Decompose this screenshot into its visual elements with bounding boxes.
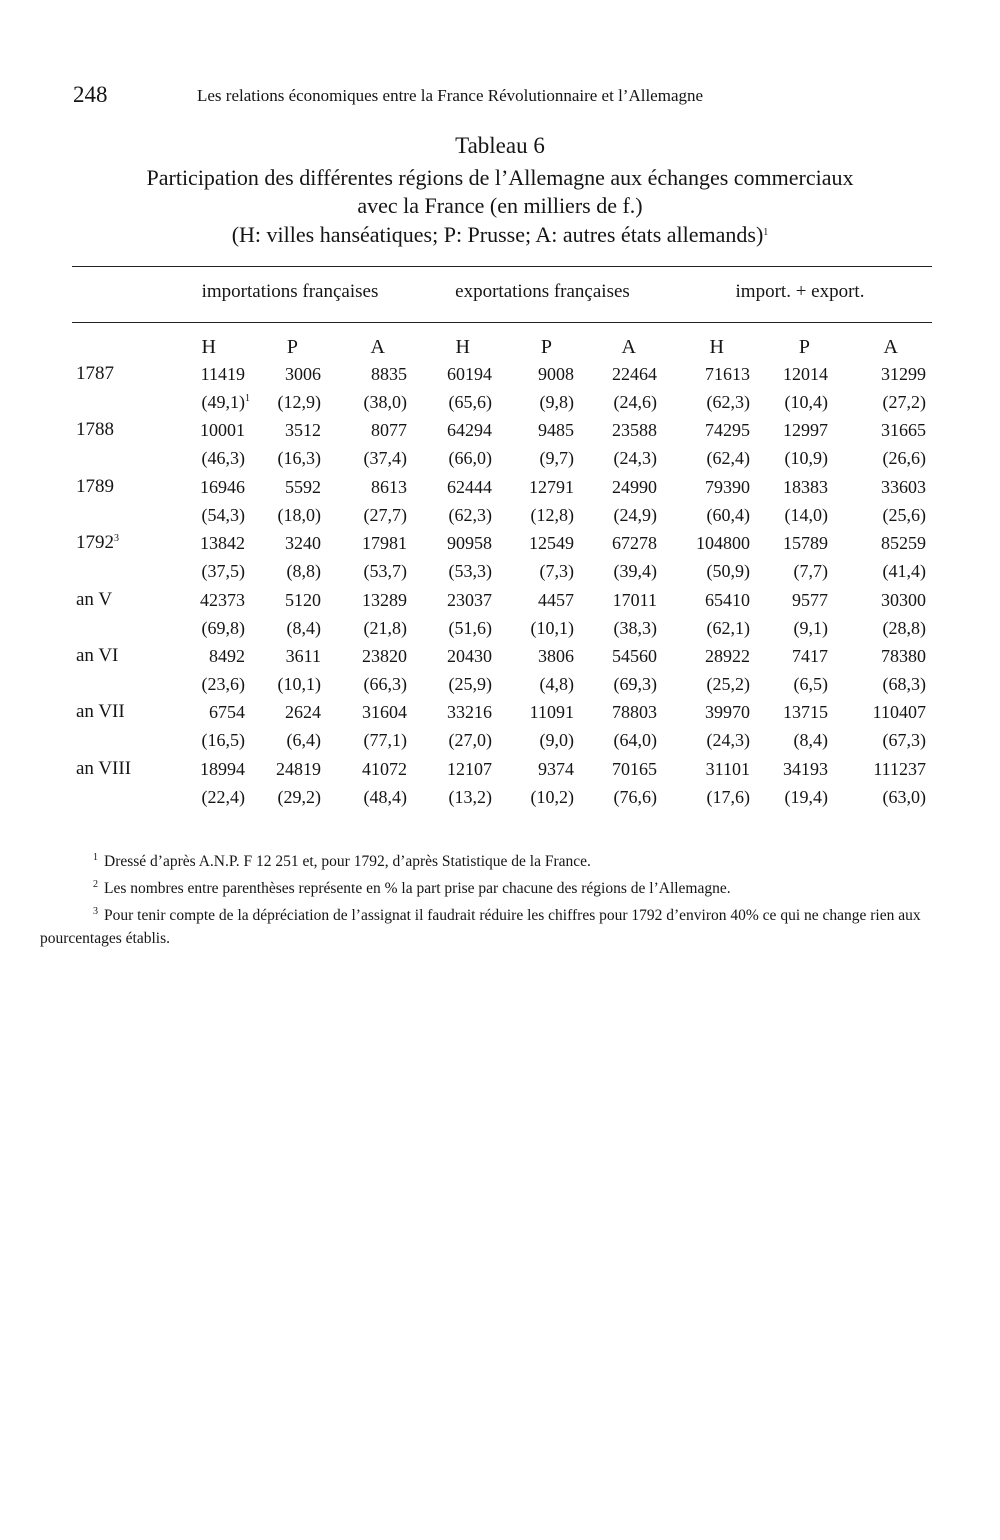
table-cell-percent — [816, 787, 926, 808]
footnote-marker: 2 — [93, 879, 98, 890]
percent-value: (9,8) — [539, 392, 574, 412]
table-cell-value: 3611 — [285, 646, 321, 666]
percent-value: (38,0) — [363, 392, 407, 412]
table-cell-value: 9008 — [538, 364, 574, 384]
column-header-h: H — [709, 336, 724, 358]
footnote-marker: 3 — [93, 906, 98, 917]
table-cell-value: 12014 — [783, 364, 828, 384]
table-caption-line-3 — [0, 222, 1000, 248]
percent-value: (10,4) — [784, 392, 828, 412]
group-header-exports: exportations françaises — [455, 281, 630, 302]
table-cell-value: 24990 — [612, 476, 657, 497]
percent-value: (69,8) — [201, 617, 245, 638]
column-header-h: H — [201, 336, 216, 358]
table-cell-percent — [718, 674, 828, 695]
table-cell-value: 13842 — [200, 533, 245, 554]
percent-value: (53,7) — [363, 561, 407, 582]
percent-value: (12,9) — [277, 392, 321, 412]
percent-value: (25,9) — [448, 674, 492, 694]
table-cell-value: 15789 — [783, 533, 828, 554]
percent-value: (10,1) — [277, 674, 321, 694]
percent-value: (24,3) — [613, 448, 657, 469]
percent-value: (22,4) — [201, 786, 245, 807]
row-year — [76, 645, 118, 667]
percent-value: (13,2) — [448, 786, 492, 807]
footnote-marker: 1 — [93, 852, 98, 863]
table-cell-value: 23820 — [362, 646, 407, 666]
table-cell-value: 7417 — [792, 646, 828, 666]
percent-value: (49,1) — [201, 392, 245, 412]
table-cell-percent — [718, 505, 828, 526]
percent-value: (21,8) — [363, 617, 407, 638]
table-cell-value: 2624 — [285, 702, 321, 723]
table-cell-value: 11419 — [200, 364, 245, 384]
percent-value: (62,4) — [706, 448, 750, 469]
table-cell-value: 4457 — [538, 589, 574, 610]
running-title: Les relations économiques entre la France Révolutionnaire et l’Allemagne — [197, 86, 704, 105]
table-cell-percent — [816, 448, 926, 469]
table-cell-value: 70165 — [612, 758, 657, 779]
percent-value: (46,3) — [201, 448, 245, 469]
table-cell-value: 62444 — [447, 476, 492, 497]
table-cell-percent — [718, 392, 828, 413]
percent-value: (8,4) — [286, 617, 321, 638]
year-label: 1792 — [76, 532, 114, 554]
row-year — [76, 476, 114, 498]
percent-value: (62,3) — [448, 504, 492, 525]
percent-value: (69,3) — [613, 674, 657, 694]
percent-value: (18,0) — [277, 504, 321, 525]
percent-value: (76,6) — [613, 786, 657, 807]
percent-value: (67,3) — [882, 730, 926, 751]
table-cell-percent — [816, 618, 926, 639]
percent-value: (53,3) — [448, 561, 492, 582]
percent-value: (7,3) — [539, 561, 574, 582]
table-cell-percent — [718, 448, 828, 469]
table-cell-value: 78803 — [612, 702, 657, 723]
table-cell-value: 18994 — [200, 758, 245, 779]
table-cell-percent — [816, 392, 926, 413]
table-cell-value: 17981 — [362, 533, 407, 554]
table-cell-value: 8492 — [209, 646, 245, 666]
table-cell-value: 28922 — [705, 646, 750, 666]
table-cell-value: 9374 — [538, 758, 574, 779]
year-label: 1787 — [76, 363, 114, 384]
table-cell-value: 31604 — [362, 702, 407, 723]
percent-value: (37,5) — [201, 561, 245, 582]
table-cell-value: 67278 — [612, 533, 657, 554]
table-cell-value: 79390 — [705, 476, 750, 497]
percent-value: (28,8) — [882, 617, 926, 638]
table-cell-percent — [718, 787, 828, 808]
percent-value: (16,3) — [277, 448, 321, 469]
percent-value: (6,4) — [286, 730, 321, 751]
table-cell-percent — [718, 561, 828, 582]
table-cell-value: 30300 — [881, 589, 926, 610]
table-cell-value: 33603 — [881, 476, 926, 497]
table-cell-percent — [816, 561, 926, 582]
percent-value: (27,2) — [882, 392, 926, 412]
table-cell-value: 111237 — [873, 758, 926, 779]
percent-value: (6,5) — [793, 674, 828, 694]
percent-value: (54,3) — [201, 504, 245, 525]
table-cell-value: 78380 — [881, 646, 926, 666]
table-cell-value: 5592 — [285, 476, 321, 497]
table-cell-value: 34193 — [783, 758, 828, 779]
table-title: Tableau 6 — [455, 133, 545, 158]
table-caption-line-1: Participation des différentes régions de l’Allemagne aux échanges commerciaux — [146, 165, 854, 190]
percent-value: (10,2) — [530, 786, 574, 807]
table-cell-value: 8613 — [371, 476, 407, 497]
row-year — [76, 532, 119, 554]
footnote-text: Les nombres entre parenthèses représente en % la part prise par chacune des régions de l’Allemagne. — [104, 880, 731, 897]
column-header-a: A — [883, 336, 898, 358]
table-cell-value: 8835 — [371, 364, 407, 384]
table-cell-value: 10001 — [200, 420, 245, 441]
table-cell-value: 11091 — [529, 702, 574, 723]
table-cell-value: 31665 — [881, 420, 926, 441]
caption-footnote-marker: 1 — [763, 227, 769, 238]
column-header-a: A — [621, 336, 636, 358]
table-cell-value: 18383 — [783, 476, 828, 497]
table-cell-value: 41072 — [362, 758, 407, 779]
table-cell-value: 9485 — [538, 420, 574, 441]
group-header-total: import. + export. — [735, 281, 865, 302]
year-label: an VI — [76, 645, 119, 666]
column-header-a: A — [370, 336, 385, 358]
percent-value: (14,0) — [784, 504, 828, 525]
table-top-rule — [72, 266, 932, 267]
table-cell-value: 39970 — [705, 702, 750, 723]
percent-value: (37,4) — [363, 448, 407, 469]
table-cell-value: 13715 — [783, 702, 828, 723]
percent-value: (62,1) — [706, 617, 750, 638]
percent-value: (24,6) — [613, 392, 657, 412]
percent-value: (9,0) — [539, 730, 574, 751]
year-label: 1788 — [76, 419, 114, 441]
column-header-h: H — [455, 336, 470, 358]
table-cell-value: 12549 — [529, 533, 574, 554]
table-cell-value: 22464 — [612, 364, 657, 384]
percent-value: (25,2) — [706, 674, 750, 694]
percent-value: (24,3) — [706, 730, 750, 751]
table-cell-value: 12791 — [529, 476, 574, 497]
percent-value: (10,9) — [784, 448, 828, 469]
percent-value: (66,0) — [448, 448, 492, 469]
table-cell-value: 16946 — [200, 476, 245, 497]
table-cell-percent — [816, 730, 926, 751]
percent-value: (8,4) — [793, 730, 828, 751]
table-cell-value: 12107 — [447, 758, 492, 779]
page-number: 248 — [73, 82, 108, 107]
table-cell-value: 31101 — [705, 758, 750, 779]
table-cell-value: 54560 — [612, 646, 657, 666]
percent-value: (7,7) — [793, 561, 828, 582]
table-cell-value: 3806 — [538, 646, 574, 666]
caption-text: (H: villes hanséatiques; P: Prusse; A: autres états allemands) — [231, 222, 764, 247]
percent-footnote-marker: 1 — [245, 393, 250, 404]
table-cell-percent — [816, 505, 926, 526]
percent-value: (25,6) — [882, 504, 926, 525]
table-cell-percent — [718, 618, 828, 639]
table-cell-value: 24819 — [276, 758, 321, 779]
table-cell-value: 110407 — [872, 702, 926, 723]
table-cell-value: 12997 — [783, 420, 828, 441]
table-caption-line-2: avec la France (en milliers de f.) — [357, 193, 643, 218]
row-year — [76, 363, 114, 385]
footnote-3 — [40, 900, 940, 950]
percent-value: (38,3) — [613, 617, 657, 638]
percent-value: (23,6) — [201, 674, 245, 694]
percent-value: (27,0) — [448, 730, 492, 751]
table-cell-value: 65410 — [705, 589, 750, 610]
footnote-1 — [40, 846, 940, 873]
percent-value: (68,3) — [882, 674, 926, 694]
percent-value: (63,0) — [882, 786, 926, 807]
percent-value: (64,0) — [613, 730, 657, 751]
table-cell-value: 13289 — [362, 589, 407, 610]
column-header-p: P — [798, 336, 810, 358]
percent-value: (8,8) — [286, 561, 321, 582]
table-cell-value: 104800 — [696, 533, 750, 554]
row-year — [76, 701, 125, 723]
percent-value: (16,5) — [201, 730, 245, 751]
percent-value: (62,3) — [706, 392, 750, 412]
row-year — [76, 589, 112, 611]
percent-value: (50,9) — [706, 561, 750, 582]
percent-value: (39,4) — [613, 561, 657, 582]
column-header-p: P — [540, 336, 552, 358]
percent-value: (41,4) — [882, 561, 926, 582]
table-cell-value: 8077 — [371, 420, 407, 441]
row-year — [76, 419, 114, 441]
percent-value: (12,8) — [530, 504, 574, 525]
table-cell-value: 74295 — [705, 420, 750, 441]
percent-value: (4,8) — [539, 674, 574, 694]
percent-value: (17,6) — [706, 786, 750, 807]
table-cell-value: 31299 — [881, 364, 926, 384]
table-cell-value: 20430 — [447, 646, 492, 666]
table-cell-value: 17011 — [612, 589, 657, 610]
percent-value: (9,1) — [793, 617, 828, 638]
percent-value: (29,2) — [277, 786, 321, 807]
table-cell-value: 3006 — [285, 364, 321, 384]
percent-value: (9,7) — [539, 448, 574, 469]
year-footnote-marker: 3 — [114, 533, 119, 545]
year-label: an VII — [76, 701, 125, 723]
percent-value: (27,7) — [363, 504, 407, 525]
table-cell-value: 71613 — [705, 364, 750, 384]
percent-value: (65,6) — [448, 392, 492, 412]
percent-value: (19,4) — [784, 786, 828, 807]
table-cell-value: 9577 — [792, 589, 828, 610]
table-cell-value: 60194 — [447, 364, 492, 384]
row-year — [76, 758, 131, 780]
table-cell-value: 5120 — [285, 589, 321, 610]
percent-value: (66,3) — [363, 674, 407, 694]
percent-value: (48,4) — [363, 786, 407, 807]
percent-value: (51,6) — [448, 617, 492, 638]
percent-value: (60,4) — [706, 504, 750, 525]
footnotes — [40, 846, 940, 950]
year-label: an VIII — [76, 757, 132, 779]
table-cell-value: 42373 — [200, 589, 245, 610]
footnote-text: Dressé d’après A.N.P. F 12 251 et, pour 1792, d’après Statistique de la France. — [104, 853, 591, 870]
group-header-imports: importations françaises — [201, 281, 379, 302]
table-cell-value: 90958 — [447, 533, 492, 554]
table-header-rule — [72, 322, 932, 323]
table-cell-value: 3240 — [285, 533, 321, 554]
table-cell-value: 3512 — [285, 420, 321, 441]
table-cell-percent — [718, 730, 828, 751]
percent-value: (24,9) — [613, 504, 657, 525]
table-cell-value: 6754 — [209, 702, 245, 723]
percent-value: (77,1) — [363, 730, 407, 751]
footnote-text: Pour tenir compte de la dépréciation de l’assignat il faudrait réduire les chiffres pour 1792 d’environ 40% ce qui ne change rien aux pourcentages établis. — [40, 907, 921, 947]
year-label: an V — [76, 588, 113, 610]
percent-value: (26,6) — [882, 448, 926, 469]
column-header-p: P — [286, 336, 298, 358]
table-cell-value: 23588 — [612, 420, 657, 441]
table-cell-value: 85259 — [881, 533, 926, 554]
table-cell-value: 23037 — [447, 589, 492, 610]
table-cell-value: 33216 — [447, 702, 492, 723]
table-cell-value: 64294 — [447, 420, 492, 441]
percent-value: (10,1) — [530, 617, 574, 638]
footnote-2 — [40, 873, 940, 900]
year-label: 1789 — [76, 475, 114, 497]
table-cell-percent — [816, 674, 926, 695]
